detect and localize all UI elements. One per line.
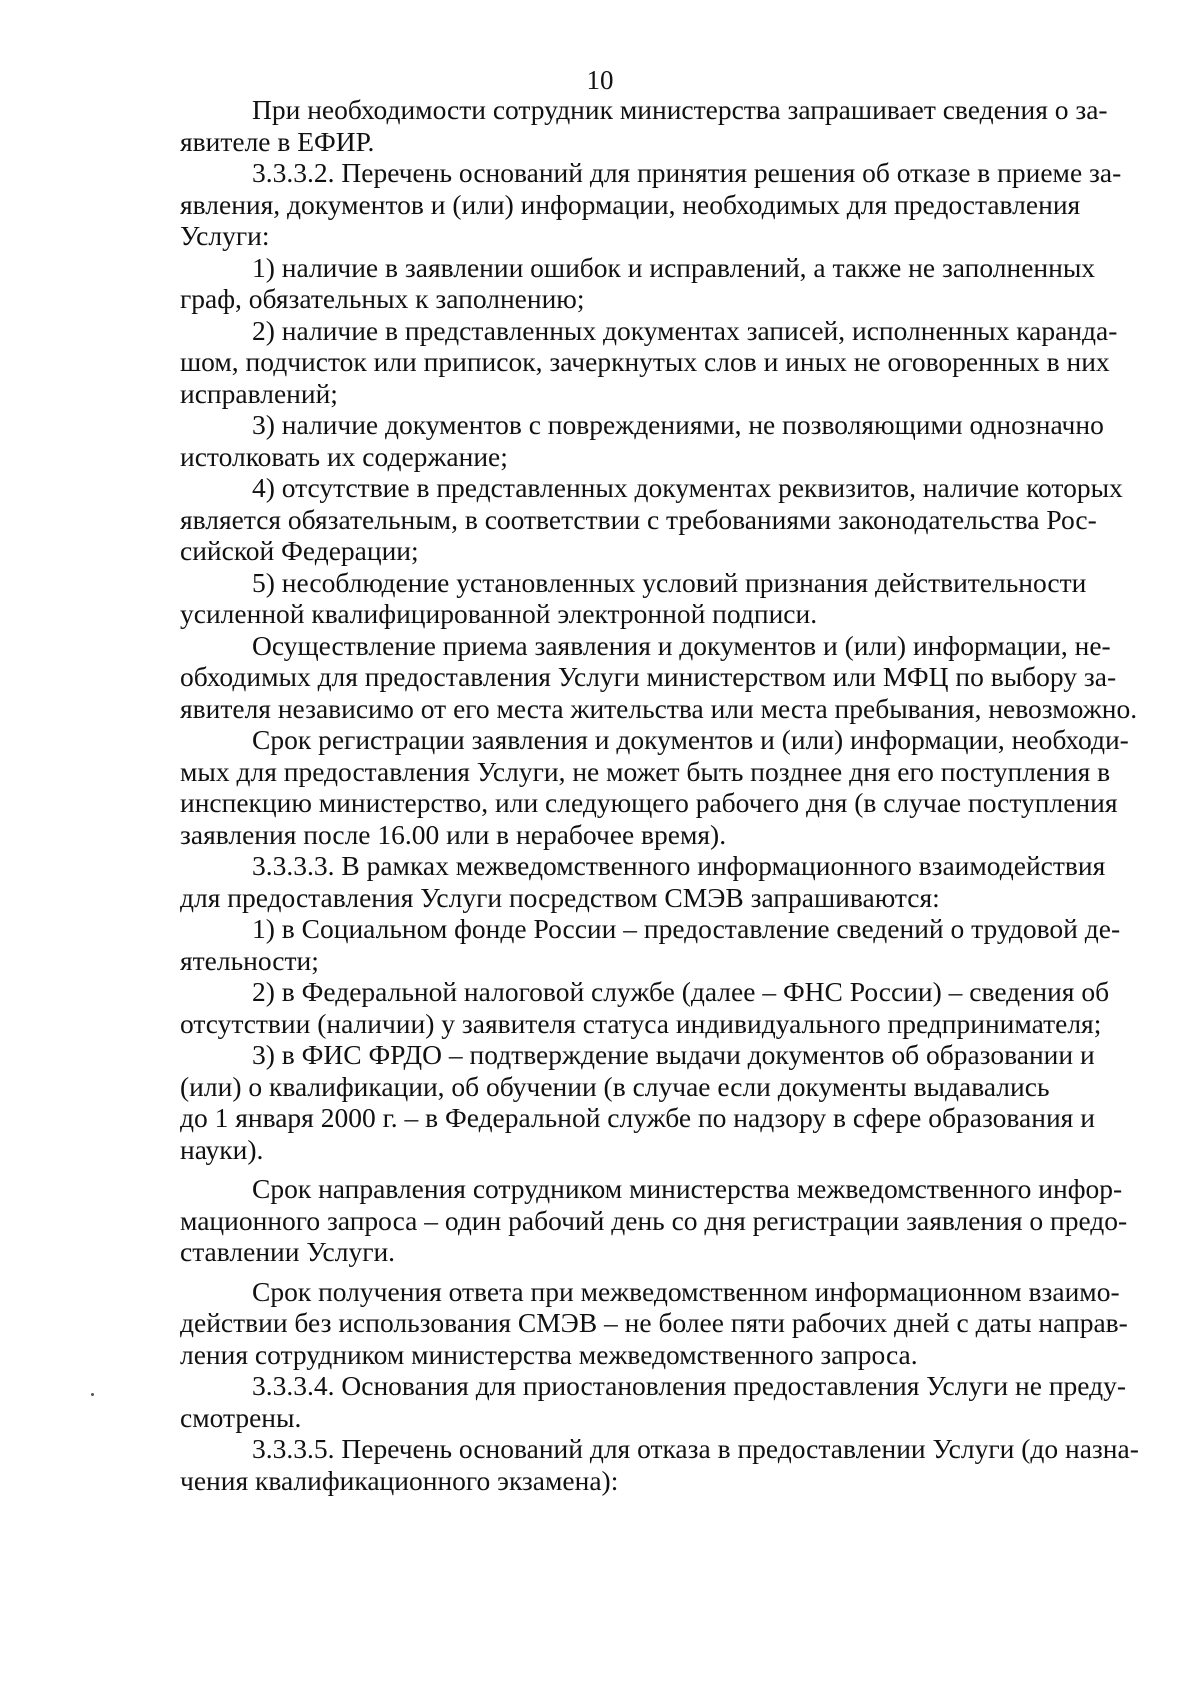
list-item-1: 1) наличие в заявлении ошибок и исправлений, а также не заполненных граф, обязательных к заполнению; bbox=[180, 251, 1096, 314]
list-item-5: 5) несоблюдение установленных условий признания действительности усиленной квалифицированной электронной подписи. bbox=[180, 566, 1087, 629]
scan-speck bbox=[91, 1393, 94, 1396]
paragraph-request-term: Срок направления сотрудником министерства межведомственного инфор- мационного запроса – один рабочий день со дня регистрации заявления о предо- ставлении Услуги. bbox=[180, 1173, 1128, 1267]
smev-item-1: 1) в Социальном фонде России – предоставление сведений о трудовой де- ятельности; bbox=[180, 913, 1121, 976]
paragraph-reception: Осуществление приема заявления и документов и (или) информации, не- обходимых для предоставления Услуги министерством или МФЦ по выбору за- явителя независимо от его места жительства или места пребывания, невозможно. bbox=[180, 629, 1138, 724]
paragraph-3-3-3-5: 3.3.3.5. Перечень оснований для отказа в предоставлении Услуги (до назна- чения квалификационного экзамена): bbox=[180, 1433, 1139, 1496]
paragraph-3-3-3-3: 3.3.3.3. В рамках межведомственного информационного взаимодействия для предоставления Услуги посредством СМЭВ запрашиваются: bbox=[180, 850, 1106, 913]
list-item-2: 2) наличие в представленных документах записей, исполненных каранда- шом, подчисток или приписок, зачеркнутых слов и иных не оговоренных в них исправлений; bbox=[180, 314, 1118, 409]
list-item-3: 3) наличие документов с повреждениями, не позволяющими однозначно истолковать их содержание; bbox=[180, 409, 1104, 472]
paragraph-response-term: Срок получения ответа при межведомственном информационном взаимо- действии без использования СМЭВ – не более пяти рабочих дней с даты направ- ления сотрудником министерства межведомственного запроса. bbox=[180, 1275, 1128, 1370]
paragraph-efir-request: При необходимости сотрудник министерства запрашивает сведения о за- явителе в ЕФИР. bbox=[180, 94, 1108, 157]
smev-item-3: 3) в ФИС ФРДО – подтверждение выдачи документов об образовании и (или) о квалификации, об обучении (в случае если документы выдавались до 1 января 2000 г. – в Федеральной службе по надзору в сфере образования и науки). bbox=[180, 1039, 1095, 1165]
paragraph-3-3-3-4: 3.3.3.4. Основания для приостановления предоставления Услуги не преду- смотрены. bbox=[180, 1370, 1127, 1433]
list-item-4: 4) отсутствие в представленных документах реквизитов, наличие которых является обязательным, в соответствии с требованиями законодательства Рос- сийской Федерации; bbox=[180, 472, 1123, 566]
paragraph-3-3-3-2: 3.3.3.2. Перечень оснований для принятия решения об отказе в приеме за- явления, документов и (или) информации, необходимых для предоставления Услуги: bbox=[180, 157, 1122, 251]
page-number: 10 bbox=[586, 65, 614, 95]
smev-item-2: 2) в Федеральной налоговой службе (далее – ФНС России) – сведения об отсутствии (наличии) у заявителя статуса индивидуального предпринимателя; bbox=[180, 976, 1110, 1039]
document-body bbox=[180, 94, 1148, 1496]
paragraph-registration-term: Срок регистрации заявления и документов и (или) информации, необходи- мых для предоставления Услуги, не может быть позднее дня его поступления в инспекцию министерство, или следующего рабочего дня (в случае поступления заявления после 16.00 или в нерабочее время). bbox=[180, 724, 1129, 850]
